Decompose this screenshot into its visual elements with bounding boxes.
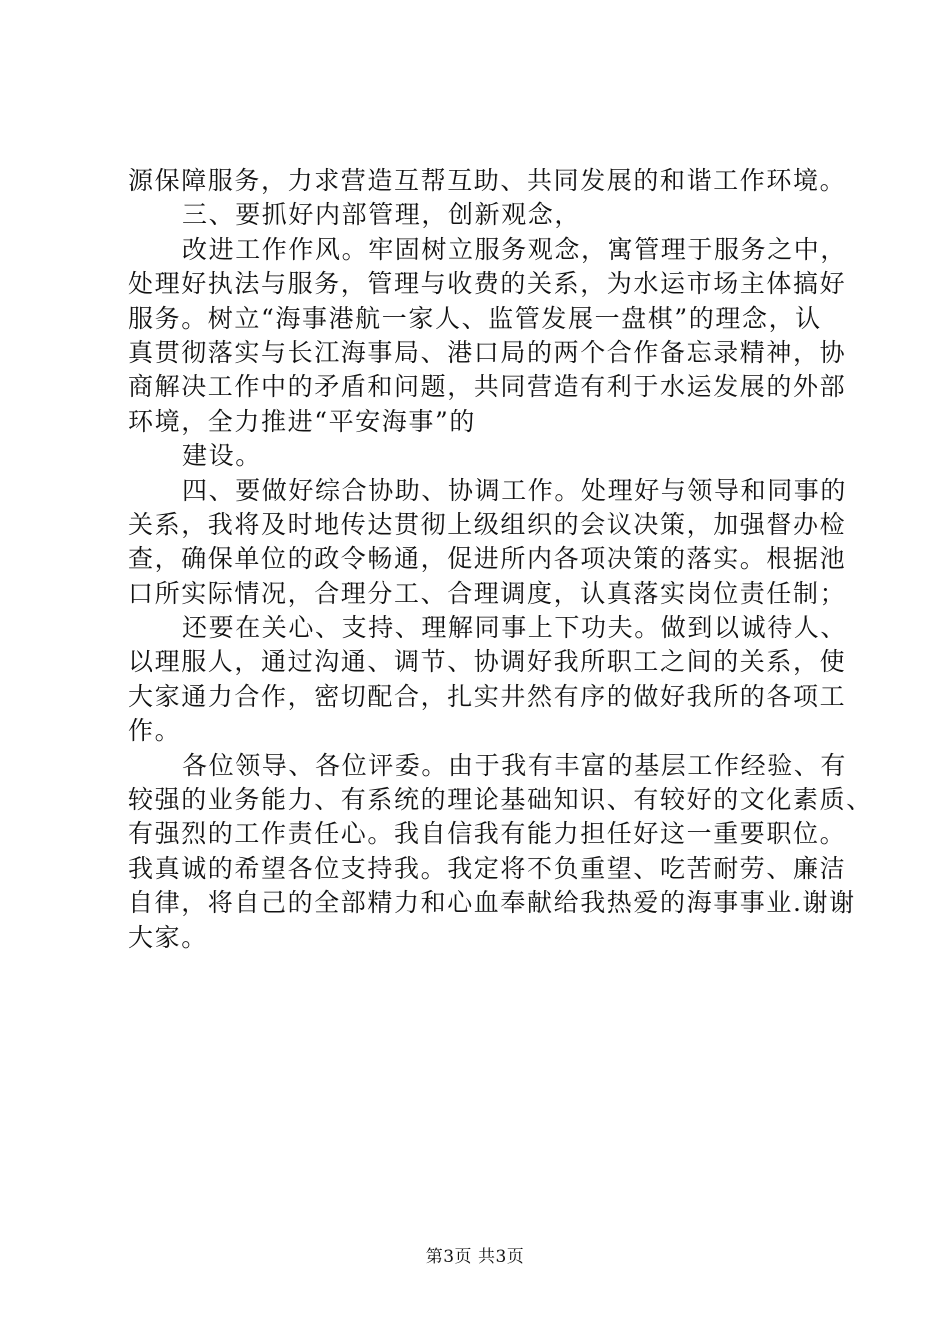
page-number-footer: 第3页 共3页 bbox=[425, 1247, 525, 1267]
text-line: 服务。树立“海事港航一家人、监管发展一盘棋”的理念，认 bbox=[128, 303, 822, 333]
text-line: 商解决工作中的矛盾和问题，共同营造有利于水运发展的外部 bbox=[128, 372, 847, 402]
text-line: 环境，全力推进“平安海事”的 bbox=[128, 406, 476, 436]
document-body bbox=[128, 164, 873, 955]
text-line: 作。 bbox=[128, 716, 182, 746]
text-line: 以理服人，通过沟通、调节、协调好我所职工之间的关系，使 bbox=[128, 647, 847, 677]
text-line: 四、要做好综合协助、协调工作。处理好与领导和同事的 bbox=[182, 475, 848, 505]
text-line: 我真诚的希望各位支持我。我定将不负重望、吃苦耐劳、廉洁 bbox=[128, 853, 847, 883]
text-line: 源保障服务，力求营造互帮互助、共同发展的和谐工作环境。 bbox=[128, 166, 847, 195]
text-line: 有强烈的工作责任心。我自信我有能力担任好这一重要职位。 bbox=[128, 819, 847, 849]
text-line: 较强的业务能力、有系统的理论基础知识、有较好的文化素质、 bbox=[128, 785, 873, 815]
text-line: 自律，将自己的全部精力和心血奉献给我热爱的海事事业.谢谢 bbox=[128, 888, 856, 918]
text-line: 大家。 bbox=[128, 922, 208, 952]
text-line: 改进工作作风。牢固树立服务观念，寓管理于服务之中， bbox=[182, 234, 848, 264]
text-line: 关系，我将及时地传达贯彻上级组织的会议决策，加强督办检 bbox=[128, 509, 847, 539]
text-line: 查，确保单位的政令畅通，促进所内各项决策的落实。根据池 bbox=[128, 544, 847, 574]
text-line: 口所实际情况，合理分工、合理调度，认真落实岗位责任制； bbox=[128, 578, 847, 608]
text-line: 大家通力合作，密切配合，扎实井然有序的做好我所的各项工 bbox=[128, 681, 847, 711]
text-line: 各位领导、各位评委。由于我有丰富的基层工作经验、有 bbox=[182, 750, 848, 780]
text-line: 还要在关心、支持、理解同事上下功夫。做到以诚待人、 bbox=[182, 613, 848, 643]
text-line: 建设。 bbox=[182, 441, 262, 471]
text-line: 三、要抓好内部管理，创新观念， bbox=[182, 200, 582, 230]
text-line: 真贯彻落实与长江海事局、港口局的两个合作备忘录精神，协 bbox=[128, 337, 847, 367]
text-line: 处理好执法与服务，管理与收费的关系，为水运市场主体搞好 bbox=[128, 269, 847, 299]
